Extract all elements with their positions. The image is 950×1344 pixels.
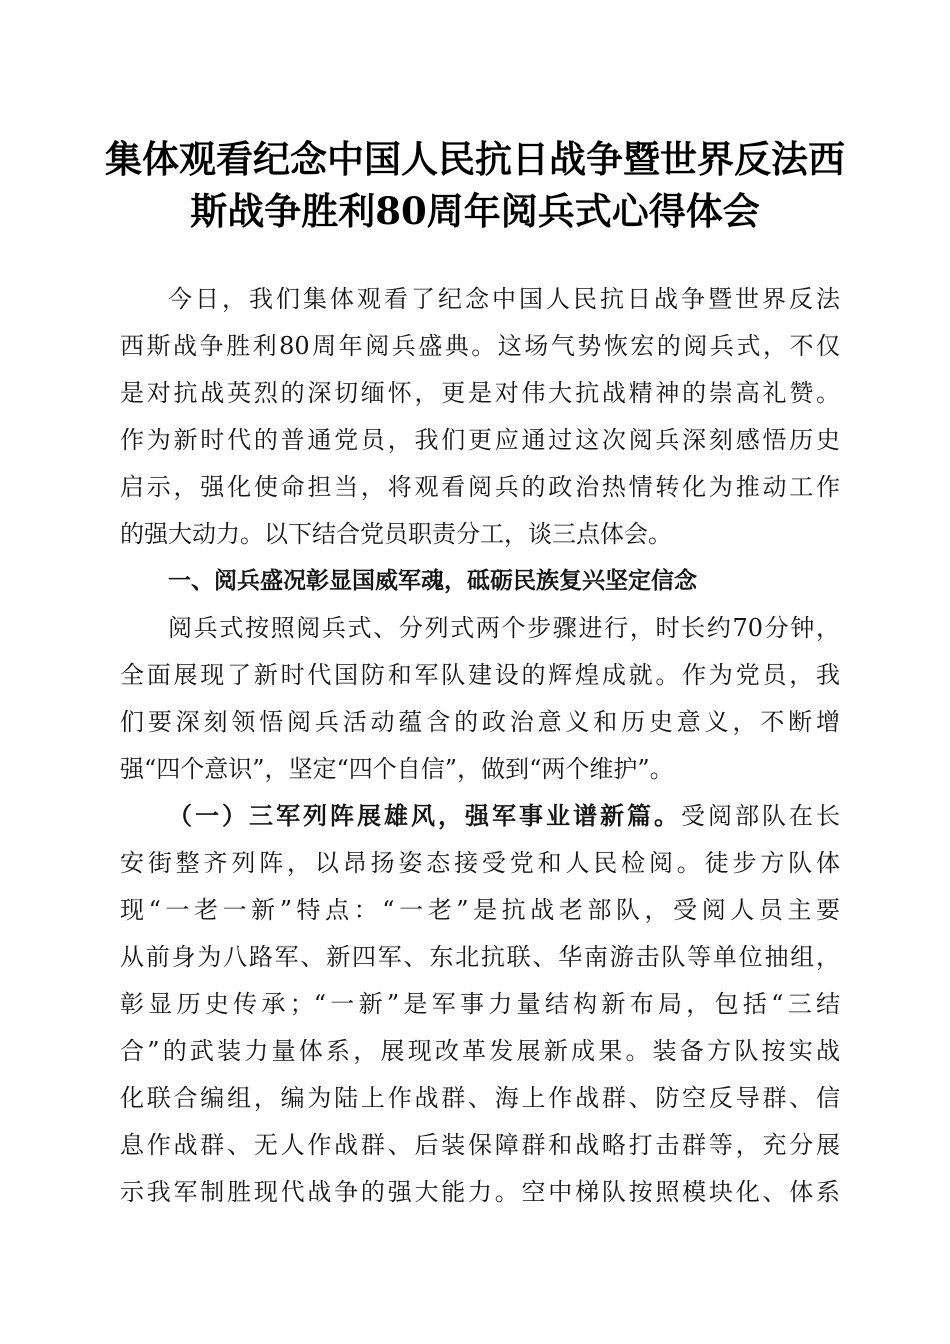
- subsection-1-line-4: 从前身为八路军、新四军、东北抗联、华南游击队等单位抽组，: [120, 943, 840, 971]
- intro-line-6: 的强大动力。以下结合党员职责分工，谈三点体会。: [120, 520, 672, 548]
- section-1-line-2: 全面展现了新时代国防和军队建设的辉煌成就。作为党员，我: [120, 661, 840, 689]
- intro-line-3: 是对抗战英烈的深切缅怀，更是对伟大抗战精神的崇高礼赞。: [120, 379, 840, 407]
- document-title-line-2: 斯战争胜利80周年阅兵式心得体会: [190, 189, 760, 233]
- subsection-1-line-8: 息作战群、无人作战群、后装保障群和战略打击群等，充分展: [120, 1131, 840, 1159]
- subsection-1-line-6: 合”的武装力量体系，展现改革发展新成果。装备方队按实战: [120, 1037, 840, 1065]
- subsection-1-line-5: 彰显历史传承；“一新”是军事力量结构新布局，包括“三结: [120, 990, 840, 1018]
- intro-line-2: 西斯战争胜利80周年阅兵盛典。这场气势恢宏的阅兵式，不仅: [120, 332, 840, 360]
- section-1-line-1: 阅兵式按照阅兵式、分列式两个步骤进行，时长约70分钟，: [168, 614, 840, 642]
- subsection-1-line-2: 安街整齐列阵，以昂扬姿态接受党和人民检阅。徒步方队体: [120, 849, 840, 877]
- document-title-line-1: 集体观看纪念中国人民抗日战争暨世界反法西: [105, 137, 845, 181]
- subsection-1-first-line: [168, 801, 840, 831]
- subsection-1-line-7: 化联合编组，编为陆上作战群、海上作战群、防空反导群、信: [120, 1084, 840, 1112]
- subsection-1-line-3: 现“一老一新”特点：“一老”是抗战老部队，受阅人员主要: [120, 896, 840, 924]
- intro-line-5: 启示，强化使命担当，将观看阅兵的政治热情转化为推动工作: [120, 473, 840, 501]
- subsection-1-first-rest: 受阅部队在长: [681, 802, 840, 830]
- subsection-1-lead: （一）三军列阵展雄风，强军事业谱新篇。: [168, 801, 681, 830]
- section-1-line-4: 强“四个意识”，坚定“四个自信”，做到“两个维护”。: [120, 755, 674, 783]
- intro-line-1: 今日，我们集体观看了纪念中国人民抗日战争暨世界反法: [168, 285, 840, 313]
- intro-line-4: 作为新时代的普通党员，我们更应通过这次阅兵深刻感悟历史: [120, 426, 840, 454]
- section-1-line-3: 们要深刻领悟阅兵活动蕴含的政治意义和历史意义，不断增: [120, 708, 840, 736]
- subsection-1-line-9: 示我军制胜现代战争的强大能力。空中梯队按照模块化、体系: [120, 1178, 840, 1206]
- section-1-heading: 一、阅兵盛况彰显国威军魂，砥砺民族复兴坚定信念: [168, 568, 697, 594]
